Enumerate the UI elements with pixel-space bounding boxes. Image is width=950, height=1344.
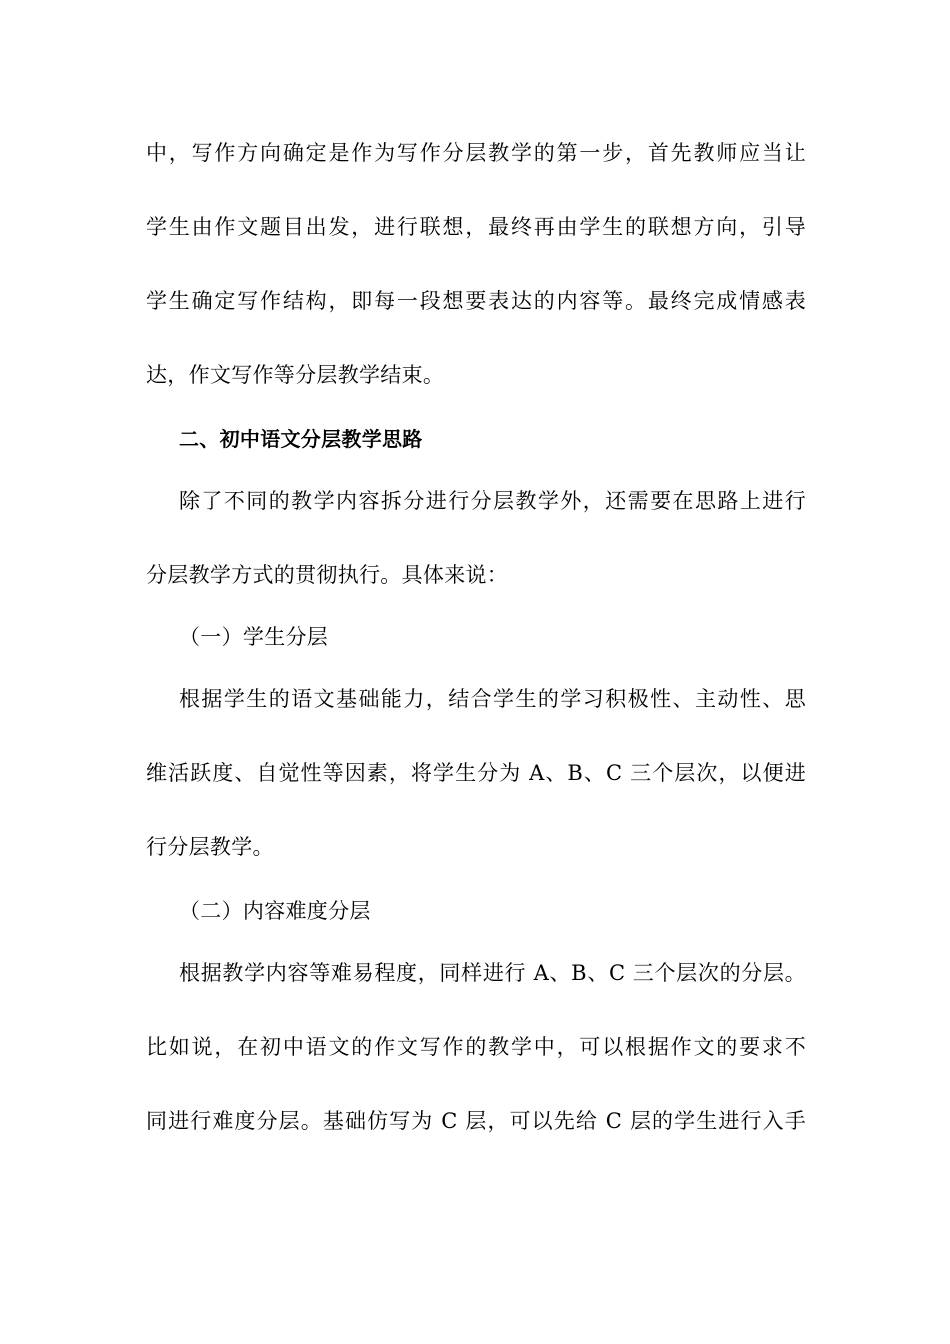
- paragraph-3-line-1: 根据学生的语文基础能力，结合学生的学习积极性、主动性、思: [179, 687, 806, 711]
- paragraph-1-line-3: 学生确定写作结构，即每一段想要表达的内容等。最终完成情感表: [146, 289, 806, 313]
- section-2-heading: 二、初中语文分层教学思路: [179, 427, 423, 451]
- paragraph-3-line-3: 行分层教学。: [146, 835, 274, 859]
- paragraph-2-line-2: 分层教学方式的贯彻执行。具体来说：: [146, 563, 509, 587]
- paragraph-4-line-1: 根据教学内容等难易程度，同样进行 A、B、C 三个层次的分层。: [179, 961, 806, 985]
- paragraph-4-line-2: 比如说，在初中语文的作文写作的教学中，可以根据作文的要求不: [146, 1035, 806, 1059]
- paragraph-1-line-4: 达，作文写作等分层教学结束。: [146, 363, 445, 387]
- paragraph-4-line-3: 同进行难度分层。基础仿写为 C 层，可以先给 C 层的学生进行入手: [146, 1109, 806, 1133]
- paragraph-3-line-2: 维活跃度、自觉性等因素，将学生分为 A、B、C 三个层次，以便进: [146, 761, 806, 785]
- paragraph-1-line-2: 学生由作文题目出发，进行联想，最终再由学生的联想方向，引导: [146, 215, 806, 239]
- paragraph-2-line-1: 除了不同的教学内容拆分进行分层教学外，还需要在思路上进行: [179, 489, 806, 513]
- subsection-2-heading: （二）内容难度分层: [179, 899, 371, 923]
- subsection-1-heading: （一）学生分层: [179, 625, 329, 649]
- paragraph-1-line-1: 中，写作方向确定是作为写作分层教学的第一步，首先教师应当让: [146, 141, 806, 165]
